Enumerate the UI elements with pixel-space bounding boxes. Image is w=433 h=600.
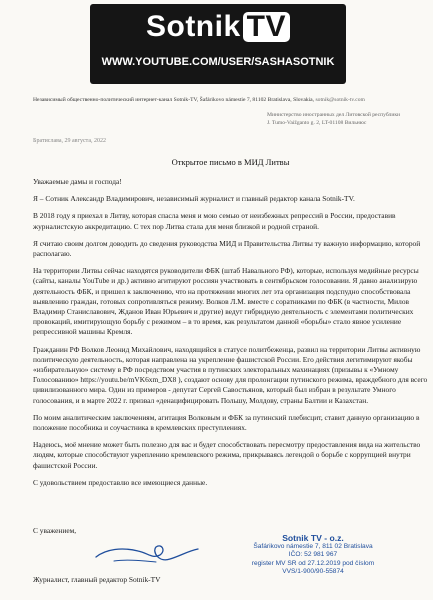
letter-paragraph: Я считаю своим долгом доводить до сведения руководства МИД и Правительства Литвы ту важную информацию, которой располагаю.: [33, 238, 421, 259]
logo-wordmark: [90, 10, 346, 44]
letter-paragraph: Гражданин РФ Волков Леонид Михайлович, находящийся в статусе политбеженца, развил на территории Литвы активную политическую деятельность, которая направлена на укрепление фашистской России. Его действия легитимируют якобы «избирательную» систему в РФ посредством участия в путинских электоральных махинациях (призывы к «Умному Голосованию» https://youtu.be/mVK6xm_DX8 ), создают основу для пролонгации путинского режима, враждебного для всего цивилизованного мира. Один из примеров - депутат Сергей Савостьянов, который был избран в результате Умного голосования, и в марте 2022 г. призвал «денацифицировать Польшу, Молдову, страны Балтии и Казахстан.: [33, 344, 428, 405]
org-email: sotnik@sotnik-tv.com: [315, 97, 365, 103]
letter-title: Открытое письмо в МИД Литвы: [171, 157, 290, 167]
letter-paragraph: Надеюсь, моё мнение может быть полезно для вас и будет способствовать пересмотру предоставления вида на жительство людям, которые способствуют укреплению кремлевского режима, прикрываясь легендой о борьбе с коррупцией внутри фашистской России.: [33, 440, 421, 470]
organization-line: [33, 97, 423, 103]
recipient-address: [267, 111, 427, 127]
letter-paragraph: По моим аналитическим заключениям, агитация Волковым и ФБК за путинский плебисцит, ставит данную организацию в положение пособника и соучастника в кремлевских преступлениях.: [33, 412, 420, 433]
stamp-ico: IČO: 52 981 967: [288, 551, 338, 559]
logo-url: WWW.YOUTUBE.COM/USER/SASHASOTNIK: [101, 56, 335, 68]
org-details: Независимый общественно-политический интернет-канал Sotnik-TV, Šafárikovo námestie 7, 81102 Bratislava, Slovakia,: [33, 97, 315, 103]
letter-paragraph: Уважаемые дамы и господа!: [33, 177, 122, 186]
stamp-address: Šafárikovo námestie 7, 811 02 Bratislava: [253, 543, 373, 550]
recipient-line-1: Министерство иностранных дел Литовской республики: [267, 112, 401, 118]
letter-paragraph: В 2018 году я приехал в Литву, которая спасла меня и мою семью от неизбежных репрессий в России, предоставив журналистскую аккредитацию. С тех пор Литва стала для меня близкой и родной страной.: [33, 211, 396, 231]
letter-paragraph: Я – Сотник Александр Владимирович, независимый журналист и главный редактор канала Sotnik-TV.: [33, 194, 355, 204]
organization-stamp: [233, 533, 393, 577]
stamp-register: register MV SR od 27.12.2019 pod číslom: [251, 559, 375, 567]
letter-paragraph: На территории Литвы сейчас находятся руководители ФБК (штаб Навального РФ), которые, используя медийные ресурсы (сайты, каналы YouTube и др.) активно агитируют россиян участвовать в сентябрьском голосовании. Я давно анализирую деятельность ФБК, и пришел к заключению, что на протяжении многих лет эта организация подспудно способствовала выявлению граждан, готовых сопротивляться режиму. Волков Л.М. вместе с соратниками по ФБК (в частности, Милов Владимир Станиславович, Жданов Иван Юрьевич и другие) ведут гибридную деятельность с элементами политических провокаций, имитирующую борьбу с режимом – в то время, как результатом данной «борьбы» стало явное усиление репрессивной машины Кремля.: [33, 266, 419, 337]
sotnik-tv-logo: [90, 4, 346, 84]
closing-line: С уважением,: [33, 526, 77, 535]
stamp-number: VVS/1-900/90-55874: [282, 568, 344, 576]
letter-paragraph: С удовольствием предоставлю все имеющиеся данные.: [33, 477, 208, 487]
letter-body: [33, 157, 428, 495]
recipient-line-2: J. Tumo-Vaižganto g. 2, LT-01108 Вильнюс: [267, 120, 367, 126]
logo-tv-badge: TV: [243, 12, 290, 42]
place-date: Братислава, 29 августа, 2022: [33, 138, 107, 144]
stamp-name: Sotnik TV - o.z.: [282, 533, 344, 543]
logo-name: Sotnik: [145, 10, 241, 43]
handwritten-signature: [92, 535, 202, 571]
signatory-title: Журналист, главный редактор Sotnik-TV: [33, 575, 161, 584]
